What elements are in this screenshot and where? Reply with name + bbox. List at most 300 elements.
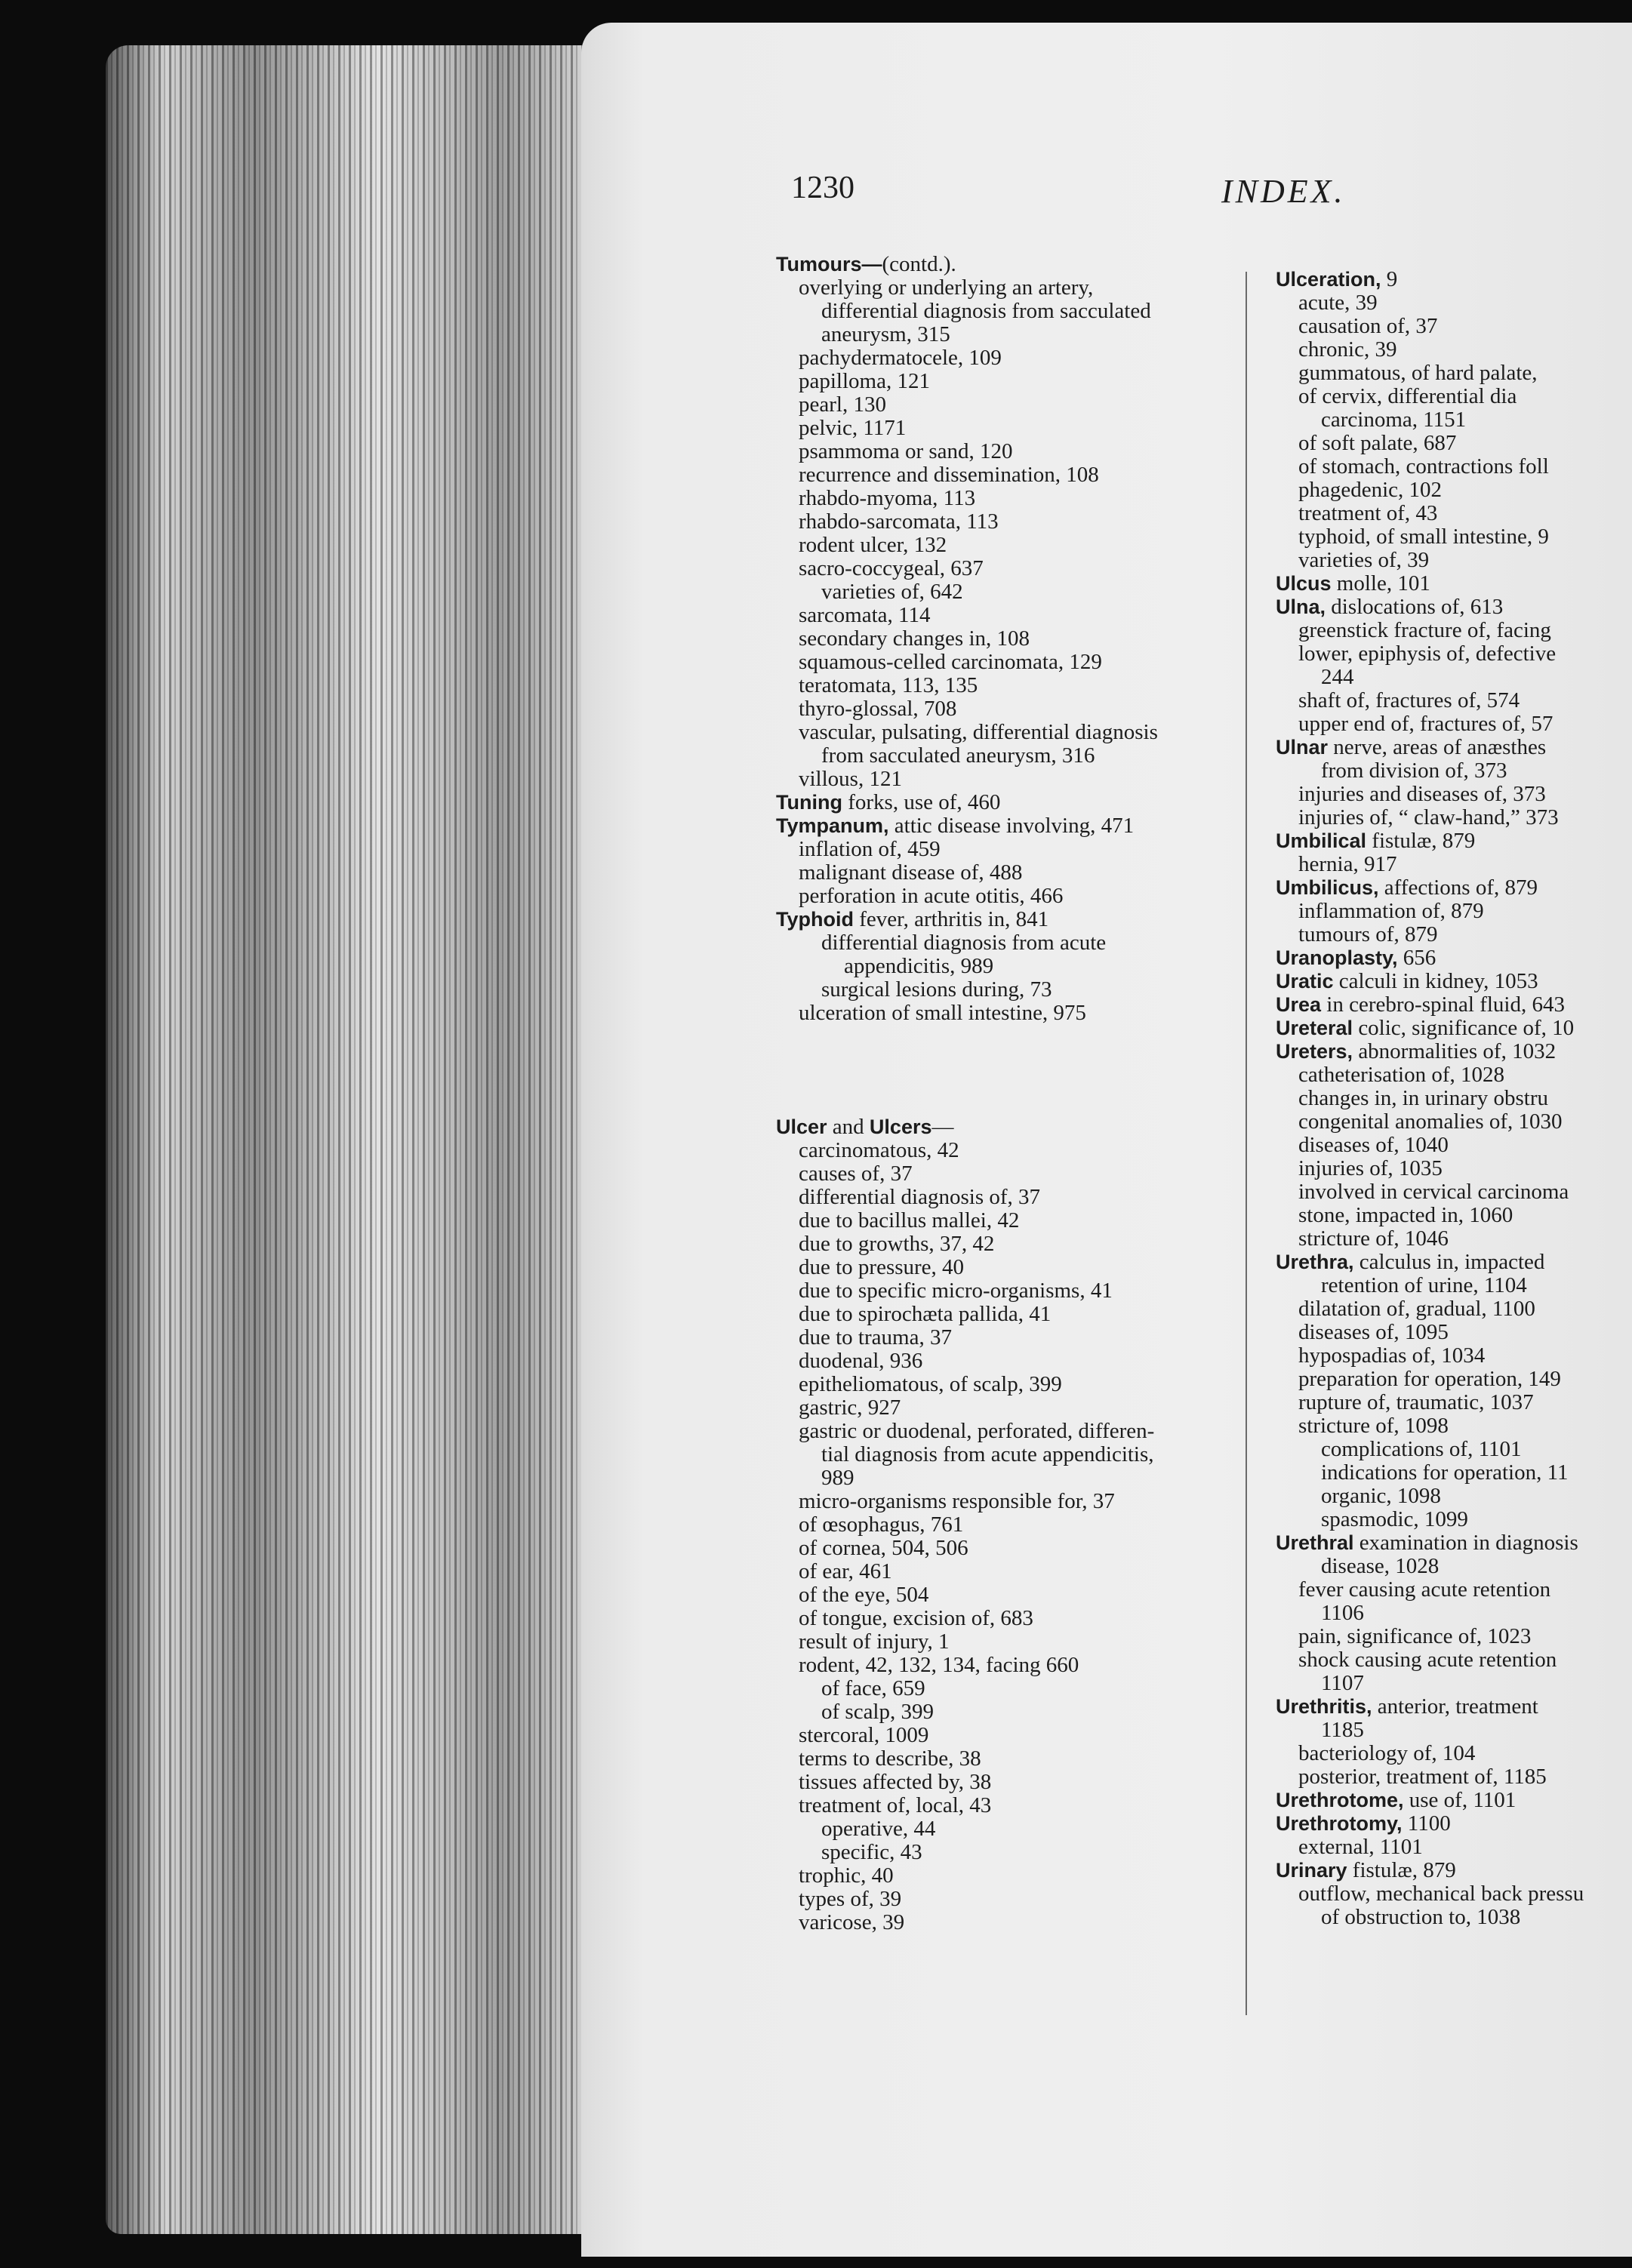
index-subentry (776, 885, 1093, 908)
index-subentry (1276, 1087, 1632, 1110)
index-entry-text: nerve, areas of anæsthes (1328, 735, 1547, 759)
index-subentry (1276, 1836, 1632, 1859)
index-subentry (1276, 900, 1632, 923)
index-subentry (776, 299, 1151, 323)
index-headword: Ulna, (1276, 595, 1326, 618)
index-subentry (1276, 549, 1632, 572)
index-subentry (776, 1560, 1093, 1583)
index-subentry (1276, 502, 1632, 525)
index-headword: Ureters, (1276, 1040, 1353, 1063)
index-entry-text: upper end of, fractures of, 57 (1298, 712, 1553, 736)
index-entry-text: hernia, 917 (1298, 852, 1397, 876)
index-subentry (1276, 783, 1632, 806)
index-subentry (1276, 291, 1632, 315)
index-entry-text: dislocations of, 613 (1326, 595, 1504, 619)
index-subentry (776, 1747, 1093, 1771)
index-subentry (1276, 853, 1632, 876)
index-heading-entry (1276, 1812, 1632, 1836)
index-subentry (776, 1489, 1115, 1513)
index-entry-text: dilatation of, gradual, 1100 (1298, 1297, 1535, 1321)
index-heading-entry (1276, 1859, 1632, 1882)
index-entry-text: 1107 (1321, 1671, 1364, 1695)
index-subentry (776, 487, 1093, 510)
index-subentry (776, 1794, 1093, 1817)
index-entry-text: surgical lesions during, 73 (821, 977, 1052, 1002)
index-entry-text: terms to describe, 38 (799, 1746, 981, 1771)
index-entry-text: specific, 43 (821, 1840, 922, 1864)
index-subentry (776, 744, 1093, 768)
index-subentry (1276, 1414, 1632, 1438)
index-entry-text: forks, use of, 460 (842, 790, 1001, 814)
index-subentry (776, 1209, 1093, 1232)
index-subentry (776, 417, 1093, 440)
index-subentry (1276, 806, 1632, 829)
index-entry-text: injuries and diseases of, 373 (1298, 782, 1546, 806)
index-heading-entry (1276, 572, 1632, 595)
index-entry-text: changes in, in urinary obstru (1298, 1086, 1549, 1110)
index-subentry (1276, 1906, 1632, 1929)
index-subentry (1276, 455, 1632, 479)
index-headword: Umbilical (1276, 829, 1367, 852)
index-subentry (776, 1583, 1093, 1607)
index-entry-text: organic, 1098 (1321, 1484, 1441, 1508)
index-entry-text: use of, 1101 (1403, 1788, 1517, 1812)
index-heading-entry (1276, 1040, 1632, 1063)
index-subentry (776, 1654, 1093, 1677)
index-subentry (1276, 1882, 1632, 1906)
index-headword: Uratic (1276, 970, 1334, 992)
index-entry-text: of ear, 461 (799, 1559, 892, 1583)
index-entry-text: diseases of, 1095 (1298, 1320, 1449, 1344)
index-entry-text: stercoral, 1009 (799, 1723, 929, 1747)
index-entry-text: due to spirochæta pallida, 41 (799, 1302, 1052, 1326)
index-entry-text: carcinoma, 1151 (1321, 408, 1467, 432)
index-subentry (776, 1442, 1154, 1466)
index-heading-entry (1276, 970, 1632, 993)
index-entry-text: from sacculated aneurysm, 316 (821, 743, 1095, 768)
index-subentry (776, 1724, 1093, 1747)
index-entry-text: affections of, 879 (1378, 876, 1538, 900)
index-headword: Urethra, (1276, 1251, 1354, 1273)
index-subentry (776, 838, 1093, 861)
index-entry-text: lower, epiphysis of, defective (1298, 642, 1557, 666)
index-headword: Uranoplasty, (1276, 946, 1398, 969)
index-entry-text: pelvic, 1171 (799, 416, 907, 440)
index-entry-text: of cervix, differential dia (1298, 384, 1517, 408)
index-subentry (1276, 1204, 1632, 1227)
index-entry-text: of soft palate, 687 (1298, 431, 1457, 455)
index-entry-text: vascular, pulsating, differential diagnosis (799, 720, 1158, 744)
index-subentry (776, 1279, 1113, 1303)
index-entry-text: calculi in kidney, 1053 (1333, 969, 1538, 993)
index-headword: Urethritis, (1276, 1695, 1372, 1718)
index-subentry (776, 1303, 1093, 1326)
index-entry-text: 1185 (1321, 1718, 1364, 1742)
index-subentry (776, 1162, 1093, 1186)
index-entry-text: result of injury, 1 (799, 1629, 950, 1654)
index-entry-text: spasmodic, 1099 (1321, 1507, 1468, 1531)
index-entry-text: complications of, 1101 (1321, 1437, 1522, 1461)
index-heading-entry (1276, 736, 1632, 759)
index-subentry (776, 370, 1093, 393)
index-entry-text: in cerebro-spinal fluid, 643 (1321, 992, 1565, 1017)
index-entry-text: varieties of, 642 (821, 580, 963, 604)
index-subentry (1276, 408, 1632, 432)
index-subentry (1276, 315, 1632, 338)
index-entry-text: 989 (821, 1466, 854, 1490)
index-entry-text: preparation for operation, 149 (1298, 1367, 1561, 1391)
index-subentry (776, 510, 1093, 534)
index-entry-text: of œsophagus, 761 (799, 1513, 964, 1537)
index-entry-text: 244 (1321, 665, 1354, 689)
index-entry-text: colic, significance of, 10 (1353, 1016, 1575, 1040)
index-entry-text: of scalp, 399 (821, 1700, 934, 1724)
index-entry-text: 1100 (1402, 1811, 1451, 1836)
index-subentry (776, 346, 1093, 370)
index-subentry (776, 1373, 1093, 1396)
index-subentry (776, 650, 1102, 674)
index-subentry (776, 697, 1093, 721)
index-subentry (1276, 666, 1632, 689)
index-subentry (776, 1771, 1093, 1794)
index-page (581, 23, 1632, 2257)
index-entry-text: pearl, 130 (799, 392, 886, 417)
index-headword: Umbilicus, (1276, 876, 1379, 899)
index-subentry (776, 393, 1093, 417)
index-subentry (1276, 1344, 1632, 1368)
index-heading-entry (1276, 829, 1632, 853)
index-subentry (1276, 1134, 1632, 1157)
index-heading-entry (1276, 993, 1632, 1017)
index-entry-text: carcinomatous, 42 (799, 1138, 959, 1162)
index-subentry (776, 955, 1093, 978)
index-subentry (776, 1700, 1093, 1724)
index-entry-text: disease, 1028 (1321, 1554, 1440, 1578)
index-subentry (776, 674, 1093, 697)
index-subentry (776, 557, 1093, 580)
index-entry-text: types of, 39 (799, 1887, 902, 1911)
index-subentry (776, 931, 1107, 955)
index-entry-text: from division of, 373 (1321, 759, 1507, 783)
index-entry-text: stricture of, 1046 (1298, 1226, 1449, 1251)
index-entry-text: fistulæ, 879 (1366, 829, 1476, 853)
index-entry-text: injuries of, “ claw-hand,” 373 (1298, 805, 1559, 829)
index-entry-text: and (827, 1115, 870, 1139)
index-entry-text: sacro-coccygeal, 637 (799, 556, 984, 580)
index-column-right (1276, 268, 1632, 1929)
index-subentry (776, 627, 1093, 651)
index-entry-text: overlying or underlying an artery, (799, 275, 1094, 300)
index-entry-text: inflation of, 459 (799, 837, 941, 861)
index-entry-text: injuries of, 1035 (1298, 1156, 1443, 1180)
index-subentry (1276, 1461, 1632, 1485)
index-subentry (1276, 525, 1632, 549)
index-entry-text: — (931, 1115, 954, 1139)
index-subentry (776, 1841, 1093, 1864)
index-entry-text: abnormalities of, 1032 (1353, 1039, 1557, 1063)
index-entry-text: differential diagnosis from sacculated (821, 299, 1151, 323)
index-subentry (776, 1513, 1093, 1537)
index-headword: Urea (1276, 993, 1322, 1016)
index-entry-text: squamous-celled carcinomata, 129 (799, 650, 1102, 674)
index-subentry (776, 1888, 1093, 1911)
index-heading-entry (776, 253, 1093, 276)
index-entry-text: anterior, treatment (1372, 1694, 1538, 1719)
index-entry-text: gastric or duodenal, perforated, differen- (799, 1419, 1155, 1443)
index-entry-text: recurrence and dissemination, 108 (799, 463, 1099, 487)
index-entry-text: involved in cervical carcinoma (1298, 1180, 1569, 1204)
index-entry-text: due to bacillus mallei, 42 (799, 1208, 1020, 1232)
index-entry-text: rhabdo-myoma, 113 (799, 486, 976, 510)
index-entry-text: varicose, 39 (799, 1910, 905, 1934)
index-subentry (1276, 1391, 1632, 1414)
index-subentry (1276, 432, 1632, 455)
index-entry-text: varieties of, 39 (1298, 548, 1430, 572)
index-subentry (1276, 1648, 1632, 1672)
index-entry-text: sarcomata, 114 (799, 603, 931, 627)
index-heading-entry (1276, 876, 1632, 900)
index-entry-text: differential diagnosis of, 37 (799, 1185, 1041, 1209)
index-entry-text: (contd.). (882, 252, 956, 276)
index-subentry (1276, 1157, 1632, 1180)
index-entry-text: due to pressure, 40 (799, 1255, 965, 1279)
index-entry-text: attic disease involving, 471 (888, 814, 1135, 838)
index-subentry (1276, 1765, 1632, 1789)
index-entry-text: differential diagnosis from acute (821, 931, 1107, 955)
index-entry-text: due to specific micro-organisms, 41 (799, 1279, 1113, 1303)
index-headword: Ulcer (776, 1116, 827, 1138)
index-heading-entry (1276, 595, 1632, 619)
index-subentry (1276, 759, 1632, 783)
index-entry-text: gastric, 927 (799, 1396, 901, 1420)
index-subentry (1276, 1297, 1632, 1321)
index-subentry (1276, 689, 1632, 712)
index-entry-text: bacteriology of, 104 (1298, 1741, 1476, 1765)
index-entry-text: chronic, 39 (1298, 337, 1397, 362)
index-entry-text: retention of urine, 1104 (1321, 1273, 1527, 1297)
index-entry-text: shaft of, fractures of, 574 (1298, 688, 1520, 712)
index-entry-text: greenstick fracture of, facing (1298, 618, 1551, 642)
index-entry-text: aneurysm, 315 (821, 322, 950, 346)
index-entry-text: treatment of, 43 (1298, 501, 1438, 525)
section-gap (776, 1025, 1093, 1116)
index-entry-text: inflammation of, 879 (1298, 899, 1484, 923)
index-entry-text: fever, arthritis in, 841 (853, 907, 1049, 931)
index-subentry (776, 1419, 1155, 1443)
index-headword: Ulcus (1276, 572, 1332, 595)
index-subentry (1276, 1063, 1632, 1087)
page-number: 1230 (791, 171, 854, 205)
index-entry-text: molle, 101 (1331, 571, 1430, 595)
index-column-left (776, 252, 1158, 1934)
index-subentry (1276, 1438, 1632, 1461)
index-entry-text: villous, 121 (799, 767, 902, 791)
index-subentry (1276, 1321, 1632, 1344)
index-entry-text: of the eye, 504 (799, 1583, 929, 1607)
index-entry-text: tial diagnosis from acute appendicitis, (821, 1442, 1154, 1466)
index-heading-entry (1276, 1251, 1632, 1274)
index-entry-text: posterior, treatment of, 1185 (1298, 1765, 1547, 1789)
index-heading-entry (1276, 1017, 1632, 1040)
index-headword: Urethral (1276, 1531, 1354, 1554)
index-subentry (776, 1864, 1093, 1888)
index-subentry (776, 1002, 1093, 1025)
index-headword: Ulnar (1276, 736, 1329, 759)
index-subentry (1276, 1508, 1632, 1531)
index-subentry (776, 1139, 1093, 1162)
running-head: INDEX. (1221, 173, 1346, 210)
index-entry-text: rodent ulcer, 132 (799, 533, 947, 557)
index-subentry (1276, 1555, 1632, 1578)
index-subentry (776, 463, 1099, 487)
index-entry-text: acute, 39 (1298, 291, 1378, 315)
index-entry-text: external, 1101 (1298, 1835, 1423, 1859)
index-subentry (1276, 1368, 1632, 1391)
index-subentry (776, 861, 1093, 885)
index-subentry (1276, 479, 1632, 502)
index-subentry (776, 1817, 1093, 1841)
index-entry-text: causation of, 37 (1298, 314, 1438, 338)
index-subentry (776, 1911, 1093, 1934)
index-subentry (1276, 712, 1632, 736)
index-entry-text: treatment of, local, 43 (799, 1793, 992, 1817)
index-headword: Urethrotomy, (1276, 1812, 1403, 1835)
index-heading-entry (776, 814, 1135, 838)
index-subentry (1276, 1180, 1632, 1204)
index-heading-entry (1276, 268, 1632, 291)
index-entry-text: 1106 (1321, 1601, 1364, 1625)
index-entry-text: catheterisation of, 1028 (1298, 1063, 1504, 1087)
index-entry-text: hypospadias of, 1034 (1298, 1343, 1486, 1368)
index-subentry (1276, 385, 1632, 408)
index-heading-entry (1276, 946, 1632, 970)
index-entry-text: rodent, 42, 132, 134, facing 660 (799, 1653, 1079, 1677)
index-headword: Ulcers (869, 1116, 932, 1138)
index-subentry (776, 1396, 1093, 1420)
index-subentry (1276, 1227, 1632, 1251)
index-entry-text: duodenal, 936 (799, 1349, 923, 1373)
index-entry-text: phagedenic, 102 (1298, 478, 1443, 502)
index-subentry (1276, 1719, 1632, 1742)
index-subentry (776, 978, 1093, 1002)
index-entry-text: of tongue, excision of, 683 (799, 1606, 1033, 1630)
index-entry-text: examination in diagnosis (1353, 1531, 1578, 1555)
index-subentry (1276, 642, 1632, 666)
index-entry-text: fever causing acute retention (1298, 1577, 1551, 1602)
index-entry-text: rupture of, traumatic, 1037 (1298, 1390, 1534, 1414)
index-subentry (776, 534, 1093, 557)
index-heading-entry (776, 908, 1093, 931)
index-heading-entry (776, 791, 1093, 814)
index-entry-text: malignant disease of, 488 (799, 860, 1023, 885)
index-headword: Typhoid (776, 908, 854, 931)
index-entry-text: secondary changes in, 108 (799, 626, 1030, 651)
index-subentry (1276, 1625, 1632, 1648)
book-page-edges (106, 45, 600, 2234)
index-entry-text: trophic, 40 (799, 1863, 894, 1888)
index-entry-text: due to growths, 37, 42 (799, 1232, 995, 1256)
index-entry-text: due to trauma, 37 (799, 1325, 952, 1349)
index-headword: Urethrotome, (1276, 1789, 1404, 1811)
index-entry-text: outflow, mechanical back pressu (1298, 1882, 1584, 1906)
index-subentry (776, 1607, 1093, 1630)
index-subentry (1276, 1110, 1632, 1134)
index-headword: Ureteral (1276, 1017, 1353, 1039)
index-subentry (1276, 1742, 1632, 1765)
index-entry-text: rhabdo-sarcomata, 113 (799, 509, 999, 534)
index-entry-text: psammoma or sand, 120 (799, 439, 1013, 463)
index-entry-text: papilloma, 121 (799, 369, 930, 393)
index-subentry (776, 1349, 1093, 1373)
index-heading-entry (1276, 1789, 1632, 1812)
index-entry-text: causes of, 37 (799, 1162, 913, 1186)
index-heading-entry (1276, 1695, 1632, 1719)
index-subentry (776, 1537, 1093, 1560)
index-entry-text: appendicitis, 989 (844, 954, 994, 978)
index-entry-text: typhoid, of small intestine, 9 (1298, 525, 1549, 549)
index-subentry (1276, 1578, 1632, 1602)
index-entry-text: shock causing acute retention (1298, 1648, 1557, 1672)
index-subentry (776, 440, 1093, 463)
index-subentry (776, 276, 1093, 300)
index-entry-text: epitheliomatous, of scalp, 399 (799, 1372, 1062, 1396)
index-entry-text: 656 (1397, 946, 1436, 970)
index-entry-text: 9 (1381, 267, 1398, 291)
index-entry-text: tissues affected by, 38 (799, 1770, 992, 1794)
index-subentry (776, 720, 1158, 744)
index-entry-text: operative, 44 (821, 1817, 936, 1841)
index-entry-text: of obstruction to, 1038 (1321, 1905, 1521, 1929)
index-entry-text: stricture of, 1098 (1298, 1414, 1449, 1438)
index-subentry (776, 1232, 1093, 1256)
index-subentry (1276, 1485, 1632, 1508)
index-subentry (1276, 1672, 1632, 1695)
index-subentry (776, 1466, 1093, 1490)
index-subentry (1276, 1602, 1632, 1625)
index-entry-text: micro-organisms responsible for, 37 (799, 1489, 1115, 1513)
index-subentry (776, 1326, 1093, 1349)
index-entry-text: pain, significance of, 1023 (1298, 1624, 1532, 1648)
index-subentry (1276, 338, 1632, 362)
index-subentry (776, 1256, 1093, 1279)
index-entry-text: tumours of, 879 (1298, 922, 1438, 946)
index-subentry (776, 604, 1093, 627)
index-entry-text: calculus in, impacted (1353, 1250, 1545, 1274)
index-subentry (776, 1630, 1093, 1654)
index-subentry (776, 323, 1093, 346)
index-entry-text: congenital anomalies of, 1030 (1298, 1109, 1563, 1134)
index-heading-entry (1276, 1531, 1632, 1555)
index-entry-text: pachydermatocele, 109 (799, 346, 1002, 370)
index-subentry (1276, 1274, 1632, 1297)
index-entry-text: stone, impacted in, 1060 (1298, 1203, 1513, 1227)
index-headword: Tuning (776, 791, 842, 814)
index-headword: Tumours— (776, 253, 882, 275)
index-subentry (1276, 362, 1632, 385)
index-entry-text: gummatous, of hard palate, (1298, 361, 1538, 385)
index-entry-text: of face, 659 (821, 1676, 925, 1700)
index-entry-text: ulceration of small intestine, 975 (799, 1001, 1086, 1025)
index-subentry (776, 768, 1093, 791)
index-headword: Ulceration, (1276, 268, 1381, 291)
index-subentry (776, 580, 1093, 604)
index-subentry (1276, 619, 1632, 642)
index-entry-text: perforation in acute otitis, 466 (799, 884, 1064, 908)
index-entry-text: diseases of, 1040 (1298, 1133, 1449, 1157)
index-entry-text: of stomach, contractions foll (1298, 454, 1549, 479)
index-entry-text: thyro-glossal, 708 (799, 697, 957, 721)
index-entry-text: of cornea, 504, 506 (799, 1536, 968, 1560)
